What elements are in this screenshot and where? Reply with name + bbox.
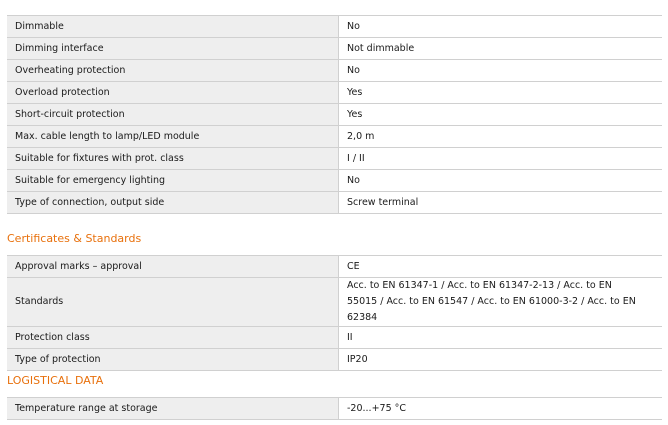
table-row <box>7 398 662 420</box>
row-label: Protection class <box>7 327 339 349</box>
table-row <box>7 349 662 371</box>
table-row <box>7 327 662 349</box>
row-label: Suitable for emergency lighting <box>7 170 339 192</box>
section-title-certificates: Certificates & Standards <box>7 232 142 245</box>
table-row <box>7 192 662 214</box>
row-label: Suitable for fixtures with prot. class <box>7 148 339 170</box>
row-label: Type of connection, output side <box>7 192 339 214</box>
row-label: Overload protection <box>7 82 339 104</box>
table-row <box>7 104 662 126</box>
row-label: Overheating protection <box>7 60 339 82</box>
row-value: CE <box>339 256 663 278</box>
specs-table-logistical <box>7 397 662 420</box>
row-value: -20...+75 °C <box>339 398 663 420</box>
row-label: Dimmable <box>7 16 339 38</box>
row-value: No <box>339 170 663 192</box>
row-value: No <box>339 60 663 82</box>
specs-table-general <box>7 15 662 214</box>
specs-table-certificates <box>7 255 662 371</box>
section-title-logistical: LOGISTICAL DATA <box>7 374 104 387</box>
row-value: 2,0 m <box>339 126 663 148</box>
table-row <box>7 278 662 327</box>
row-value: Not dimmable <box>339 38 663 60</box>
row-value: I / II <box>339 148 663 170</box>
table-row <box>7 60 662 82</box>
row-value: Acc. to EN 61347-1 / Acc. to EN 61347-2-13 / Acc. to EN 55015 / Acc. to EN 61547 / Acc. to EN 61000-3-2 / Acc. to EN 62384 <box>339 278 663 327</box>
table-row <box>7 148 662 170</box>
row-value: No <box>339 16 663 38</box>
row-label: Standards <box>7 278 339 327</box>
row-label: Max. cable length to lamp/LED module <box>7 126 339 148</box>
table-row <box>7 170 662 192</box>
row-value: Yes <box>339 82 663 104</box>
row-value: IP20 <box>339 349 663 371</box>
row-value: II <box>339 327 663 349</box>
row-label: Short-circuit protection <box>7 104 339 126</box>
row-value: Screw terminal <box>339 192 663 214</box>
table-row <box>7 38 662 60</box>
table-row <box>7 16 662 38</box>
row-label: Type of protection <box>7 349 339 371</box>
table-row <box>7 82 662 104</box>
row-label: Approval marks – approval <box>7 256 339 278</box>
row-value: Yes <box>339 104 663 126</box>
row-label: Dimming interface <box>7 38 339 60</box>
row-label: Temperature range at storage <box>7 398 339 420</box>
table-row <box>7 126 662 148</box>
table-row <box>7 256 662 278</box>
